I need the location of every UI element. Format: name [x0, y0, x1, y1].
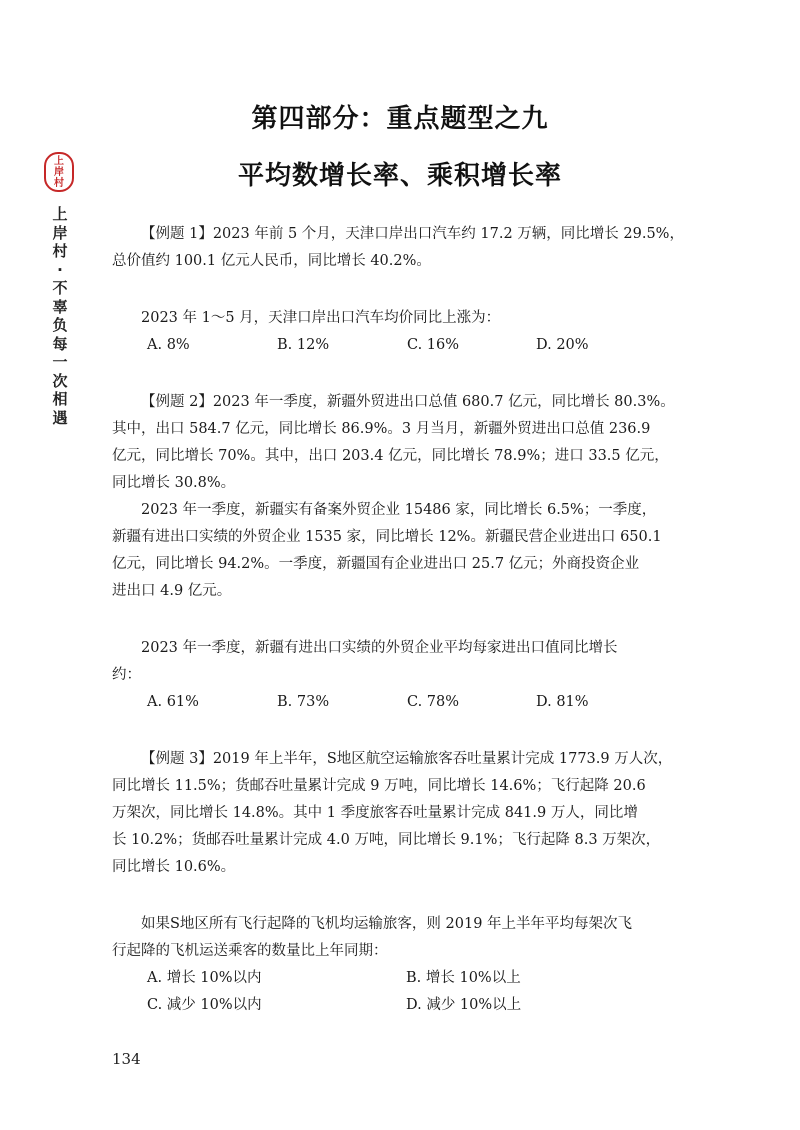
- example-2-question: 约：: [112, 667, 141, 683]
- example-3-options-row1: [147, 965, 690, 992]
- motto-char: 辜: [52, 297, 68, 316]
- option-a: A. 8%: [147, 337, 190, 353]
- example-3-question: 行起降的飞机运送乘客的数量比上年同期：: [112, 943, 388, 959]
- example-2-line: 新疆有进出口实绩的外贸企业 1535 家，同比增长 12%。新疆民营企业进出口 650.1: [112, 529, 662, 545]
- page-title: 第四部分：重点题型之九: [251, 104, 549, 134]
- example-3-options-row2: [147, 992, 690, 1019]
- option-b: B. 73%: [277, 694, 330, 710]
- option-d: D. 81%: [536, 694, 589, 710]
- example-3-line: 同比增长 11.5%；货邮吞吐量累计完成 9 万吨，同比增长 14.6%；飞行起降 20.6: [112, 778, 646, 794]
- option-d: D. 减少 10%以上: [406, 997, 522, 1013]
- example-1-line: 总价值约 100.1 亿元人民币，同比增长 40.2%。: [112, 253, 431, 269]
- example-2-line: 同比增长 30.8%。: [112, 475, 236, 491]
- motto-char: 相: [52, 390, 68, 408]
- example-3-question: 如果S地区所有飞行起降的飞机均运输旅客，则 2019 年上半年平均每架次飞: [141, 916, 633, 932]
- seal-char: 村: [54, 177, 64, 189]
- motto-char: 上: [52, 205, 68, 223]
- example-3-line: 同比增长 10.6%。: [112, 859, 236, 875]
- example-2-line: 其中，出口 584.7 亿元，同比增长 86.9%。3 月当月，新疆外贸进出口总值 236.9: [112, 421, 651, 437]
- motto-char: 岸: [52, 223, 68, 242]
- option-b: B. 12%: [277, 337, 330, 353]
- example-3-line: 万架次，同比增长 14.8%。其中 1 季度旅客吞吐量累计完成 841.9 万人，同比增: [112, 805, 638, 821]
- side-motto: [50, 205, 70, 427]
- example-1-line: 【例题 1】2023 年前 5 个月，天津口岸出口汽车约 17.2 万辆，同比增长 29.5%，: [141, 226, 684, 242]
- motto-char: 遇: [52, 408, 68, 427]
- option-c: C. 减少 10%以内: [147, 997, 262, 1013]
- option-a: A. 增长 10%以内: [147, 970, 262, 986]
- page-number: 134: [112, 1050, 141, 1068]
- example-2: [112, 389, 690, 716]
- motto-char: 不: [52, 279, 68, 297]
- example-2-line: 亿元，同比增长 94.2%。一季度，新疆国有企业进出口 25.7 亿元；外商投资企业: [112, 556, 640, 572]
- motto-char: 负: [52, 316, 68, 334]
- example-3-line: 长 10.2%；货邮吞吐量累计完成 4.0 万吨，同比增长 9.1%；飞行起降 8.3 万架次，: [112, 832, 661, 848]
- example-3: [112, 746, 690, 1019]
- example-2-line: 进出口 4.9 亿元。: [112, 583, 232, 599]
- motto-char: 一: [52, 353, 68, 371]
- main-content: [112, 221, 690, 1019]
- example-1: [112, 221, 690, 359]
- example-2-line: 2023 年一季度，新疆实有备案外贸企业 15486 家，同比增长 6.5%；一季度，: [141, 502, 657, 518]
- option-d: D. 20%: [536, 337, 589, 353]
- example-2-line: 【例题 2】2023 年一季度，新疆外贸进出口总值 680.7 亿元，同比增长 80.3%。: [141, 394, 675, 410]
- example-2-question: 2023 年一季度，新疆有进出口实绩的外贸企业平均每家进出口值同比增长: [141, 640, 618, 656]
- example-2-options: [147, 689, 690, 716]
- example-1-options: [147, 332, 690, 359]
- seal-char: 上: [54, 155, 64, 167]
- option-c: C. 16%: [407, 337, 460, 353]
- motto-char: 次: [52, 371, 68, 390]
- option-c: C. 78%: [407, 694, 460, 710]
- example-1-question: 2023 年 1～5 月，天津口岸出口汽车均价同比上涨为：: [141, 310, 501, 326]
- motto-char: 每: [52, 334, 68, 353]
- motto-char: ·: [57, 260, 63, 279]
- example-2-line: 亿元，同比增长 70%。其中，出口 203.4 亿元，同比增长 78.9%；进口 33.5 亿元，: [112, 448, 669, 464]
- example-3-line: 【例题 3】2019 年上半年，S地区航空运输旅客吞吐量累计完成 1773.9 万人次，: [141, 751, 673, 767]
- option-a: A. 61%: [147, 694, 199, 710]
- page-subtitle: 平均数增长率、乘积增长率: [237, 161, 562, 191]
- seal-char: 岸: [54, 166, 64, 178]
- motto-char: 村: [52, 242, 68, 260]
- option-b: B. 增长 10%以上: [406, 970, 521, 986]
- seal-logo: [44, 152, 74, 192]
